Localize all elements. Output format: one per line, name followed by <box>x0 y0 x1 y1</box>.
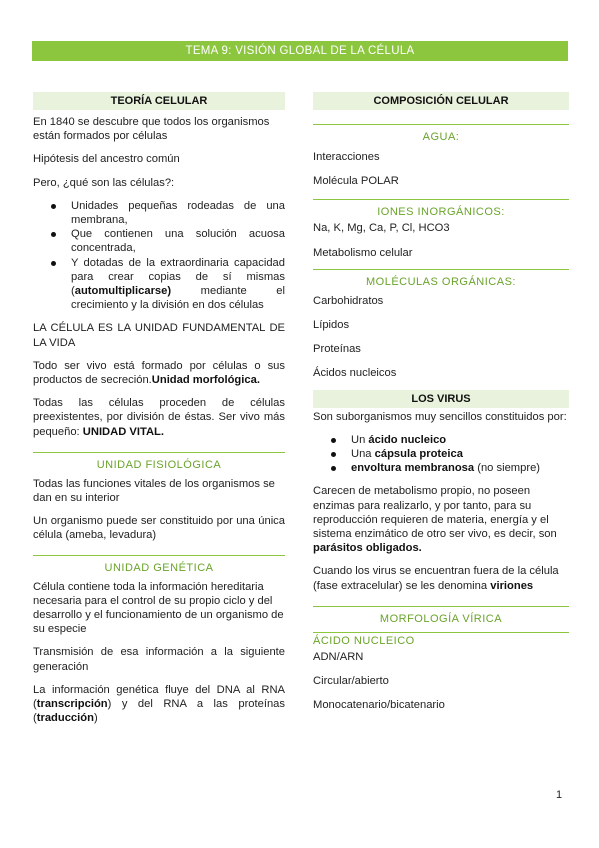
left-column <box>33 92 285 726</box>
moleculas-item: Proteínas <box>313 343 361 356</box>
unidad-fisiologica-header: UNIDAD FISIOLÓGICA <box>33 452 285 472</box>
unidad-genetica-header: UNIDAD GENÉTICA <box>33 555 285 575</box>
composicion-celular-header: COMPOSICIÓN CELULAR <box>313 92 569 110</box>
bullet-icon <box>51 261 56 266</box>
acido-item: Circular/abierto <box>313 675 389 688</box>
list-item-bold: ácido nucleico <box>368 433 447 446</box>
list-item <box>33 199 285 227</box>
paragraph-parasitos <box>313 484 569 555</box>
list-item-bold: automultiplicarse) <box>74 285 172 298</box>
agua-item: Interacciones <box>313 151 380 163</box>
bold-text: UNIDAD VITAL. <box>82 425 164 438</box>
paragraph-flujo-genetico <box>33 683 285 726</box>
cell-definition-list <box>33 199 285 313</box>
divider <box>313 632 569 633</box>
moleculas-item: Carbohidratos <box>313 294 384 307</box>
agua-header: AGUA: <box>313 124 569 144</box>
text: Carecen de metabolismo propio, no poseen enzimas para realizarlo, y por tanto, para su reproducción requieren de materia, energía y el sistema enzimático de otro ser vivo, es decir, son <box>313 485 557 541</box>
text: La información genética fluye del DNA al RNA ( <box>33 683 285 711</box>
iones-item: Na, K, Mg, Ca, P, Cl, HCO3 <box>313 222 450 235</box>
paragraph-suborganismos: Son suborganismos muy sencillos constituidos por: <box>313 410 567 423</box>
right-column <box>313 92 569 712</box>
acido-item: Monocatenario/bicatenario <box>313 699 445 712</box>
bold-text: Unidad morfológica. <box>151 374 260 387</box>
morfologia-virica-header: MORFOLOGÍA VÍRICA <box>313 606 569 626</box>
teoria-celular-header: TEORÍA CELULAR <box>33 92 285 110</box>
bullet-icon <box>331 438 336 443</box>
list-item <box>313 433 569 447</box>
paragraph-vital <box>33 396 285 439</box>
list-item <box>313 447 569 461</box>
virus-components-list <box>313 433 569 476</box>
paragraph-que-son: Pero, ¿qué son las células?: <box>33 176 175 189</box>
bullet-icon <box>331 452 336 457</box>
bullet-icon <box>51 232 56 237</box>
paragraph-viriones <box>313 564 569 592</box>
paragraph-ancestro: Hipótesis del ancestro común <box>33 153 180 166</box>
acido-nucleico-header: ÁCIDO NUCLEICO <box>313 634 415 647</box>
bold-text: viriones <box>490 579 534 592</box>
document-title: TEMA 9: VISIÓN GLOBAL DE LA CÉLULA <box>32 41 568 61</box>
iones-item: Metabolismo celular <box>313 246 413 259</box>
bold-text: transcripción <box>36 698 108 711</box>
list-item <box>33 256 285 313</box>
text: Todas las células proceden de células preexistentes, por división de éstas. Ser vivo más pequeño: <box>33 397 285 438</box>
text: Todo ser vivo está formado por células o sus productos de secreción. <box>33 359 285 387</box>
iones-header: IONES INORGÁNICOS: <box>313 199 569 219</box>
list-item-text: Unidades pequeñas rodeadas de una membrana, <box>71 199 285 227</box>
bold-text: parásitos obligados. <box>313 542 422 555</box>
acido-item: ADN/ARN <box>313 650 364 663</box>
page-number: 1 <box>556 789 563 801</box>
moleculas-item: Lípidos <box>313 319 350 332</box>
list-item-text: Una <box>351 448 375 461</box>
paragraph-transmision: Transmisión de esa información a la siguiente generación <box>33 646 285 673</box>
list-item-text: Que contienen una solución acuosa concentrada, <box>71 228 285 255</box>
text: ) y del RNA a las proteínas ( <box>33 698 285 725</box>
list-item-text: (no siempre) <box>474 462 541 475</box>
text: Cuando los virus se encuentran fuera de la célula (fase extracelular) se les denomina <box>313 565 559 592</box>
text: ) <box>93 712 98 725</box>
list-item-text: Y dotadas de la extraordinaria capacidad para crear copias de sí mismas ( <box>71 256 285 298</box>
list-item <box>33 227 285 255</box>
los-virus-header: LOS VIRUS <box>313 390 569 408</box>
bullet-icon <box>51 204 56 209</box>
paragraph-morfologica <box>33 359 285 387</box>
list-item-text: mediante el crecimiento y la división en dos células <box>71 285 285 312</box>
moleculas-header: MOLÉCULAS ORGÁNICAS: <box>313 269 569 289</box>
list-item <box>313 461 569 475</box>
list-item-text: Un <box>351 433 369 446</box>
agua-item: Molécula POLAR <box>313 175 399 188</box>
moleculas-item: Ácidos nucleicos <box>313 367 397 380</box>
paragraph-hereditaria: Célula contiene toda la información hereditaria necesaria para el control de su propio ciclo y del desarrollo y el funcionamiento de un organismo de su especie <box>33 580 284 636</box>
paragraph-funciones: Todas las funciones vitales de los organismos se dan en su interior <box>33 477 275 505</box>
paragraph-1840: En 1840 se descubre que todos los organismos están formados por células <box>33 116 270 143</box>
list-item-bold: cápsula proteica <box>374 448 463 461</box>
bold-text: traducción <box>36 712 94 725</box>
paragraph-organismo: Un organismo puede ser constituido por una única célula (ameba, levadura) <box>33 515 285 542</box>
paragraph-unidad-fundamental: LA CÉLULA ES LA UNIDAD FUNDAMENTAL DE LA VIDA <box>33 322 285 349</box>
list-item-bold: envoltura membranosa <box>351 462 475 475</box>
bullet-icon <box>331 466 336 471</box>
